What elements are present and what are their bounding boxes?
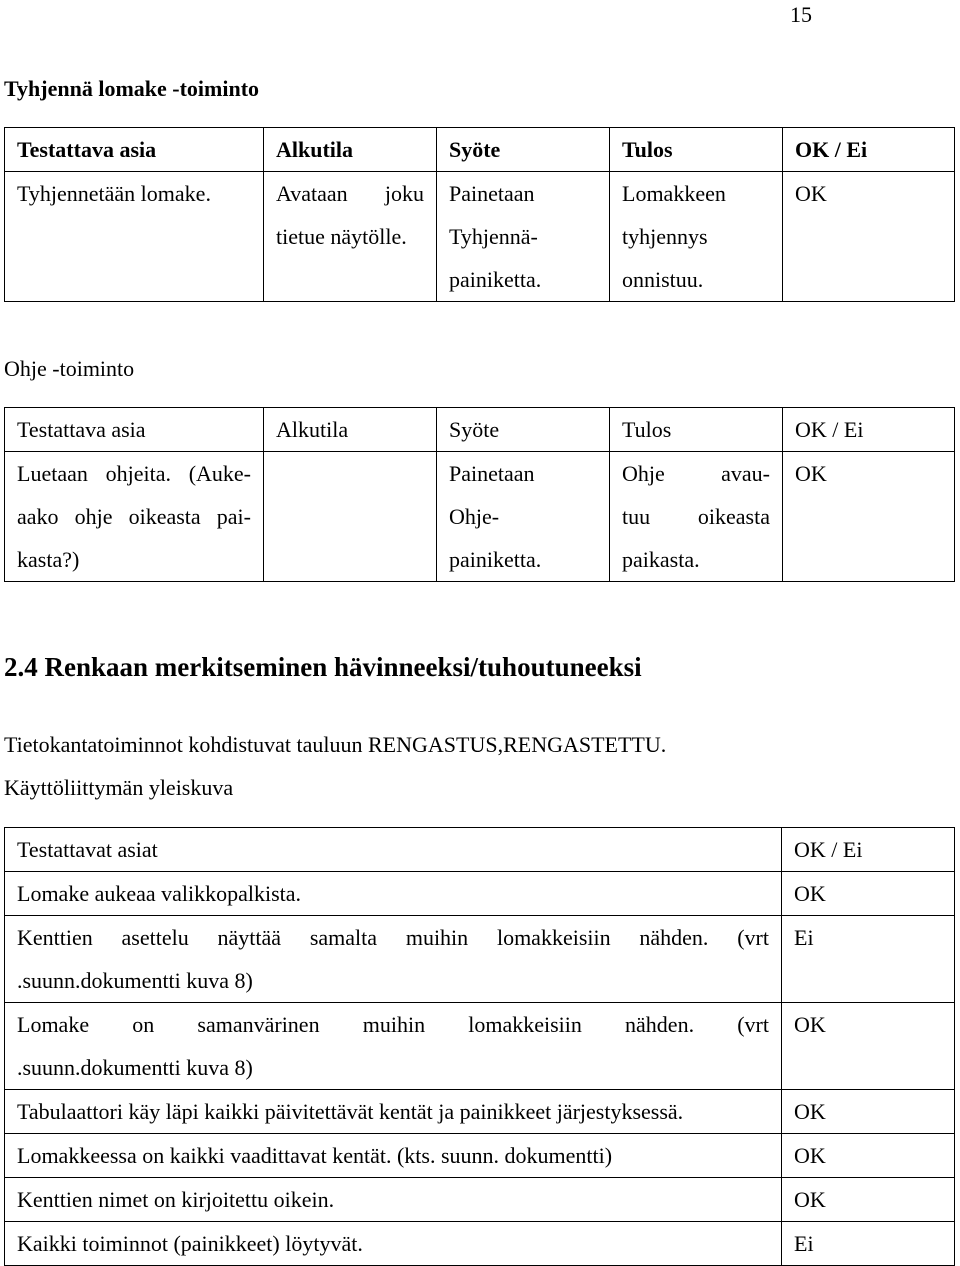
- table-row: [5, 172, 955, 302]
- table-header-row: [5, 128, 955, 172]
- cell-text: Painetaan: [449, 181, 535, 206]
- test-table-tyhjenna: [4, 127, 955, 302]
- table-row: [5, 1178, 955, 1222]
- test-table-ohje: [4, 407, 955, 582]
- cell-ok: OK: [782, 1003, 955, 1090]
- cell-text: .suunn.dokumentti kuva 8): [17, 1055, 253, 1080]
- cell-ok: Ei: [782, 1222, 955, 1266]
- table-row: [5, 1090, 955, 1134]
- cell-syote: [437, 172, 610, 302]
- cell-asia: [5, 1178, 782, 1222]
- cell-alkutila: [264, 172, 437, 302]
- cell-text: Lomakkeen: [622, 181, 726, 206]
- cell-alkutila: [264, 452, 437, 582]
- cell-text: tuu oikeasta: [622, 504, 770, 529]
- cell-asia: [5, 872, 782, 916]
- cell-text: paikasta.: [622, 547, 700, 572]
- table-row: [5, 872, 955, 916]
- cell-text: tietue näytölle.: [276, 224, 407, 249]
- cell-text: onnistuu.: [622, 267, 704, 292]
- cell-asia: [5, 916, 782, 1003]
- cell-text: painiketta.: [449, 547, 542, 572]
- section-heading-2-4: 2.4 Renkaan merkitseminen hävinneeksi/tuhoutuneeksi: [4, 652, 642, 682]
- cell-tulos: [610, 172, 783, 302]
- cell-asia: [5, 452, 264, 582]
- table-row: [5, 1003, 955, 1090]
- table-header-row: [5, 828, 955, 872]
- header-cell: Testattavat asiat: [5, 828, 782, 872]
- cell-ok: [783, 172, 955, 302]
- subheading-overview: Käyttöliittymän yleiskuva: [4, 775, 234, 800]
- cell-text: Kenttien asettelu näyttää samalta muihin lomakkeisiin nähden. (vrt: [17, 925, 769, 950]
- page-number: 15: [790, 2, 812, 27]
- table-header-row: [5, 408, 955, 452]
- header-cell: Tulos: [610, 128, 783, 172]
- section-title-ohje: Ohje -toiminto: [4, 356, 135, 381]
- cell-ok: OK: [782, 1090, 955, 1134]
- cell-text: Lomake aukeaa valikkopalkista.: [17, 881, 302, 906]
- table-row: [5, 1222, 955, 1266]
- table-row: [5, 916, 955, 1003]
- cell-text: Tyhjennetään lomake.: [17, 181, 211, 206]
- cell-asia: [5, 1090, 782, 1134]
- cell-text: Painetaan: [449, 461, 535, 486]
- cell-text: Avataan joku: [276, 181, 424, 206]
- cell-text: Luetaan ohjeita. (Auke-: [17, 461, 251, 486]
- intro-paragraph: Tietokantatoiminnot kohdistuvat tauluun RENGASTUS,RENGASTETTU.: [4, 732, 667, 757]
- cell-text: painiketta.: [449, 267, 542, 292]
- header-cell: Syöte: [437, 408, 610, 452]
- header-cell: OK / Ei: [782, 828, 955, 872]
- header-cell: Tulos: [610, 408, 783, 452]
- table-row: [5, 1134, 955, 1178]
- cell-text: Lomake on samanvärinen muihin lomakkeisiin nähden. (vrt: [17, 1012, 769, 1037]
- cell-text: Tabulaattori käy läpi kaikki päivitettävät kentät ja painikkeet järjestyksessä.: [17, 1099, 684, 1124]
- header-cell: OK / Ei: [783, 128, 955, 172]
- header-cell: OK / Ei: [783, 408, 955, 452]
- cell-asia: [5, 1134, 782, 1178]
- header-cell: Testattava asia: [5, 128, 264, 172]
- header-cell: Alkutila: [264, 128, 437, 172]
- cell-asia: [5, 1003, 782, 1090]
- cell-text: Kenttien nimet on kirjoitettu oikein.: [17, 1187, 335, 1212]
- cell-text: OK: [795, 181, 827, 206]
- cell-text: .suunn.dokumentti kuva 8): [17, 968, 253, 993]
- header-cell: Testattava asia: [5, 408, 264, 452]
- header-cell: Syöte: [437, 128, 610, 172]
- cell-text: Ohje avau-: [622, 461, 770, 486]
- cell-asia: [5, 172, 264, 302]
- test-table-ui-overview: [4, 827, 955, 1266]
- cell-ok: [783, 452, 955, 582]
- cell-ok: OK: [782, 1134, 955, 1178]
- cell-text: aako ohje oikeasta pai-: [17, 504, 251, 529]
- cell-ok: OK: [782, 872, 955, 916]
- cell-ok: Ei: [782, 916, 955, 1003]
- cell-text: Ohje-: [449, 504, 500, 529]
- cell-text: OK: [795, 461, 827, 486]
- table-row: [5, 452, 955, 582]
- cell-tulos: [610, 452, 783, 582]
- cell-text: Tyhjennä-: [449, 224, 538, 249]
- section-title-tyhjenna: Tyhjennä lomake -toiminto: [4, 76, 260, 101]
- cell-text: tyhjennys: [622, 224, 708, 249]
- cell-text: kasta?): [17, 547, 80, 572]
- cell-text: Lomakkeessa on kaikki vaadittavat kentät. (kts. suunn. dokumentti): [17, 1143, 613, 1168]
- cell-asia: [5, 1222, 782, 1266]
- cell-syote: [437, 452, 610, 582]
- cell-text: Kaikki toiminnot (painikkeet) löytyvät.: [17, 1231, 363, 1256]
- cell-ok: OK: [782, 1178, 955, 1222]
- header-cell: Alkutila: [264, 408, 437, 452]
